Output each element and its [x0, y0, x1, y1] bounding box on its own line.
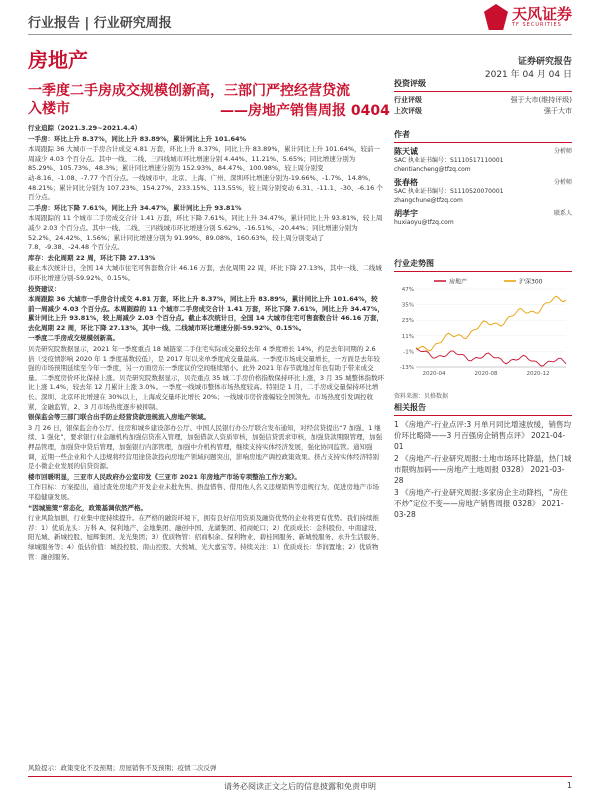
report-subtitle: ——房地产销售周报 0404	[220, 103, 390, 119]
sector-title: 房地产	[28, 48, 88, 72]
body-paragraph: 库存：去化周期 22 周，环比下降 27.13%	[28, 253, 156, 262]
x-tick-label: 2020-04	[422, 371, 446, 377]
authors-list	[394, 146, 572, 228]
related-reports	[394, 402, 572, 521]
rating-value: 强于大市(维持评级)	[510, 96, 572, 104]
rating-value: 强于大市	[544, 107, 572, 115]
chart-source: 资料来源：贝格数据	[394, 393, 449, 400]
author-name: 张春格	[394, 178, 418, 187]
report-body	[28, 124, 384, 563]
body-paragraph: 一季度二手房成交规模创新高。	[28, 334, 119, 343]
body-paragraph: 一手房：环比上升 8.37%，同比上升 83.89%，累计同比上升 101.64%	[28, 134, 247, 143]
doc-type: 证券研究报告	[517, 57, 572, 67]
author-email[interactable]: huxiaoyu@tfzq.com	[394, 219, 454, 226]
y-tick-label: -1%	[403, 349, 414, 356]
related-report-link[interactable]: 1 《房地产-行业点评:3 月单月同比增速放缓，销售均价环比略降——3 月百强房企销售点评》 2021-04-01	[394, 420, 572, 451]
brand-logo	[484, 4, 572, 30]
y-tick-label: 47%	[401, 287, 414, 293]
y-tick-label: 23%	[401, 318, 414, 325]
author-cert: SAC 执业证书编号：S1110517110001	[394, 157, 504, 164]
body-paragraph: 3 月 26 日，银保监会办公厅、住房和城乡建设部办公厅、中国人民银行办公厅联合发布通知，对经营贷提出“7 加强、1 继续、1 强化”，要求银行业金融机构加强信贷准入管理，加强借款人资质审核，加强信贷需求审核，加强贷款期限管理，加强押品管理，加强贷中贷后管理，加强银行内部管理，加强中介机构管理，继续支持实体经济发展，强化协同监管。通知强调，近期一些企业和个人违规将经营用途贷款投向房地产领域问题突出，影响房地产调控政策效果。挤占支持实体经济特别是小微企业发展的信贷资源。	[28, 423, 383, 471]
related-heading: 相关报告	[394, 402, 572, 416]
body-paragraph: 行业追踪（2021.3.29~2021.4.4）	[28, 124, 142, 132]
rating-key: 上次评级	[394, 107, 422, 115]
sidebar	[394, 78, 572, 228]
brand-name: 天风证券	[511, 5, 572, 23]
body-paragraph: 楼市回暖明显，三亚市人民政府办公室印发《三亚市 2021 年房地产市场专项整治工作方案》。	[28, 472, 301, 481]
author-email[interactable]: zhangchune@tfzq.com	[394, 196, 463, 204]
footer-disclaimer: 请务必阅读正文之后的信息披露和免责申明	[224, 782, 376, 791]
body-paragraph: 贝壳研究院数据显示，2021 年一季度重点 18 城链家二手住宅实际成交量较去年 4 季度增长 14%，约是去年同期的 2.6 倍（受疫情影响 2020 年 1 季度基数较低），是 2017 年以来单季度成交量最高。一季度市场成交量增长，一方面是去年较强的市场预期延续至今年一季度，另一方面房东一季度议价空间继续缩小。此外 2021 年春节就地过年也有助于带来成交量。二季度房价环比保持上涨。贝壳研究院数据显示，贝壳重点 35 城二手房价格指数保持环比上涨，3 月 35 城整体指数环比上涨 1.4%，较去年 12 月累计上涨 3.0%。一季度一线城市整体市场热度较高。特别是 1 月，二手房成交量保持环比增长。深圳、北京环比增速在 30%以上，上海成交量环比增长 20%；一线城市房价涨幅较全国领先。市场热度引发调控收紧，金融监管，2、3 月市场热度逐步被抑制。	[28, 345, 385, 411]
body-paragraph: “因城施策”常态化，政策基调依然严格。	[28, 503, 148, 512]
body-paragraph: 本周跟踪 36 大城市一手房合计成交 4.81 万套，环比上升 8.37%，同比上升 83.89%，累计同比上升 101.64%，较前一周减少 4.03 个百分点。本周跟踪的 11 个城市二手房成交合计 1.41 万套，环比下降 7.61%，同比上升 34.47%，累计同比上升 93.81%，较上周减少 2.03 个百分点。截止本次统计日，全国 14 大城市住宅可售套数合计 46.16 万套，去化周期 22 周，环比下降 27.13%，其中一线、二线城市环比增速分别-59.92%、0.15%。	[28, 295, 384, 332]
rating-row	[394, 106, 572, 117]
body-paragraph: 投资建议：	[28, 284, 61, 293]
body-paragraph: 本周跟踪的 11 个城市二手房成交合计 1.41 万套，环比下降 7.61%，同比上升 34.47%，累计同比上升 93.81%，较上周减少 2.03 个百分点。其中一线、二线、三四线城市环比增速分别 5.62%、-16.51%、-20.44%；同比增速分别为 52.2%、24.42%、1.56%；累计同比增速分别为 91.99%、89.08%、160.63%，较上周分别变动了 7.8、-9.38、-24.48 个百分点。	[28, 214, 383, 252]
rating-row	[394, 95, 572, 106]
rating-key: 行业评级	[394, 96, 422, 104]
body-paragraph: 银保监会等三部门联合出手防止经营贷款违规流入房地产领域。	[28, 413, 210, 422]
x-tick-label: 2020-08	[474, 371, 498, 377]
logo-mark-icon	[484, 4, 508, 30]
y-tick-label: -13%	[399, 365, 414, 371]
y-tick-label: 11%	[401, 333, 414, 340]
legend-label: 房地产	[449, 278, 468, 286]
header-divider	[28, 34, 572, 35]
author-email[interactable]: chentiancheng@tfzq.com	[394, 165, 471, 173]
authors-heading: 作者	[394, 129, 572, 143]
author-entry	[394, 177, 572, 205]
x-tick-label: 2020-12	[526, 371, 550, 377]
trend-chart-svg	[394, 275, 572, 385]
chart-heading: 行业走势图	[394, 258, 572, 272]
y-tick-label: 35%	[401, 302, 414, 309]
related-report-link[interactable]: 2 《房地产-行业研究周报:土地市场环比降温，热门城市限购加码——房地产土地周报 0328》 2021-03-28	[394, 454, 572, 485]
author-cert: SAC 执业证书编号：S1110520070001	[394, 188, 504, 195]
author-role: 联系人	[553, 210, 572, 217]
body-paragraph: 工作目标：方案提出，通过查处房地产开发企业未批先售、捂盘惜售、借用他人名义违规销售等违规行为，促进房地产市场平稳健康发展。	[28, 483, 379, 501]
risk-note: 风险提示：政策变化不及预期；房屋销售不及预期；疫情二次反弹	[28, 764, 217, 772]
title-line-1: 一季度二手房成交规模创新高，三部门严控经营贷流	[28, 83, 350, 99]
series-line-realestate	[416, 349, 566, 367]
author-name: 陈天诚	[394, 147, 418, 156]
rating-list	[394, 95, 572, 117]
page-number: 1	[566, 781, 572, 790]
author-entry	[394, 146, 572, 174]
author-entry	[394, 208, 572, 228]
author-role: 分析师	[553, 148, 572, 155]
rating-heading: 投资评级	[394, 78, 572, 92]
body-paragraph: 截止本次统计日，全国 14 大城市住宅可售套数合计 46.16 万套，去化周期 22 周，环比下降 27.13%，其中一线、二线城市环比增速分别-59.92%、0.15%。	[28, 264, 382, 282]
footer-divider	[28, 776, 572, 777]
related-list	[394, 419, 572, 520]
body-paragraph: 行业风险加剧，行业集中度持续提升。在严格的融资环境下，拥有良好信用资质及融资优势的企业将更有优势。我们持续推荐：1）优质龙头：万科 A、保利地产、金地集团、融创中国、龙湖集团、招商蛇口；2）优质成长：金科股份、中南建设、阳光城、新城控股、旭辉集团、龙光集团；3）优质物管：招商积余、保利物业、碧桂园服务、新城悦服务、永升生活服务、绿城服务等；4）低估价值：城投控股、南山控股、大悦城、光大嘉宝等。持续关注：1）优质成长：华润置地；2）优质物管：融创服务。	[28, 514, 384, 561]
legend-label: 沪深300	[519, 278, 543, 286]
related-report-link[interactable]: 3 《房地产-行业研究周报:多家房企主动降档，“房住不炒”定位不变——房地产销售周报 0328》 2021-03-28	[394, 488, 568, 519]
author-name: 胡孝宇	[394, 209, 418, 218]
brand-sub: TF SECURITIES	[511, 22, 562, 28]
title-line-2: 入楼市	[28, 101, 70, 117]
body-paragraph: 二手房：环比下降 7.61%，同比上升 34.47%，累计同比上升 93.81%	[28, 203, 242, 212]
author-role: 分析师	[553, 179, 572, 186]
body-paragraph: 本周跟踪 36 大城市一手房合计成交 4.81 万套，环比上升 8.37%，同比上升 83.89%，累计同比上升 101.64%，较前一周减少 4.03 个百分点。其中一线、二线、三四线城市环比增速分别 4.44%、11.21%、5.65%；同比增速分别为 85.29%、105.73%、48.3%；累计同比增速分别为 152.93%、84.47%、100.98%，较上周分别变动-8.16、-1.08、-7.77 个百分点。一线城市中，北京、上海、广州、深圳环比增速分别为-19.66%、-1.7%、14.8%、48.21%；累计同比分别为 107.23%、154.27%、233.15%、113.55%，较上周分别变动 6.31、-11.1、-30、-6.16 个百分点。	[28, 145, 383, 202]
trend-chart	[394, 258, 572, 400]
report-date: 2021 年 04 月 04 日	[484, 70, 572, 80]
report-category: 行业报告 | 行业研究周报	[28, 16, 172, 31]
